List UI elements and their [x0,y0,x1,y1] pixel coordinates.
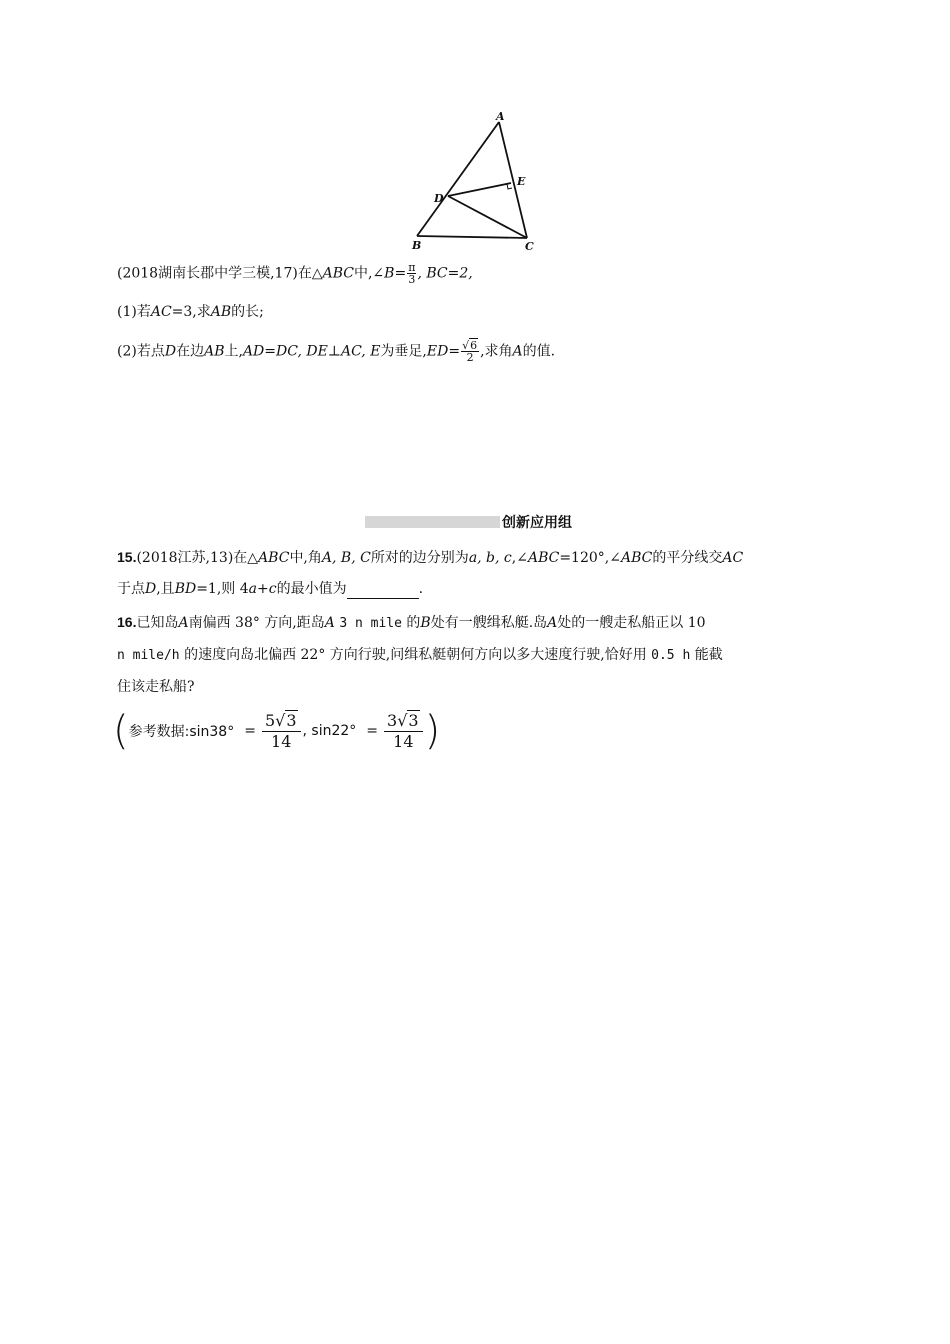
text: 能截 [694,647,723,663]
problem-14-source: (2018湖南长郡中学三模,17) [117,265,298,282]
section-title: 创新应用组 [502,514,572,530]
var-ac: AC [150,304,172,320]
problem-14-part2 [117,340,555,363]
text: (2)若点 [117,343,165,360]
var-angle-abc: ABC [527,550,560,566]
fraction-pi-over-3 [407,262,416,285]
text: 处的一艘走私船正以 10 [557,615,706,631]
text: 南偏西 38° 方向,距岛 [188,615,325,631]
ref-label: 参考数据:sin38° [128,724,235,740]
text: 的速度向岛北偏西 22° 方向行驶,问缉私艇朝何方向以多大速度行驶,恰好用 [184,647,647,663]
text: . [418,581,424,597]
var-ed: ED [426,343,449,360]
text: =1,则 4 [196,581,249,597]
text: 已知岛 [136,615,179,631]
ref-sin22: , sin22° [302,723,357,739]
segment-bc [417,236,527,238]
right-angle-mark [507,184,512,189]
var-bd: BD [174,581,197,597]
problem-15-line1 [117,547,743,568]
text: (1)若 [117,304,151,320]
label-d: D [434,192,444,205]
label-e: E [517,175,526,188]
paren-open: ( [113,708,129,754]
text: 于点 [117,581,145,597]
var-ac-e: AC, E [340,343,381,360]
label-b: B [412,239,422,252]
text: (2018江苏,13)在△ [136,550,259,566]
fraction-3sqrt3-over-14 [384,711,423,752]
var-a: A [512,343,523,360]
fraction-5sqrt3-over-14 [262,711,301,752]
var-ac: AC [722,550,744,566]
radicand: 3 [408,710,419,730]
text: 上, [224,343,243,360]
var-d: D [164,343,177,360]
numerator: π [408,261,416,274]
problem-16-line3 [117,677,195,697]
text: 中,∠ [353,265,385,282]
text: 在△ [297,265,323,282]
segment-de [448,183,511,196]
problem-16-line2 [117,645,723,666]
eq: = [244,723,256,739]
text: =120°,∠ [559,550,621,566]
problem-15-line2 [117,579,423,599]
var-a-plus-c: a+c [248,581,277,597]
problem-15-number: 15. [117,549,137,565]
text: 的值. [522,343,556,360]
eq: = [448,343,461,360]
problem-16-number: 16. [117,614,137,630]
numerator: √6 [462,339,478,352]
paren-close: ) [424,708,441,754]
triangle-figure [405,108,545,256]
text: = [394,265,407,282]
var-ab: AB [204,343,225,360]
answer-blank[interactable] [347,584,419,599]
perp-symbol: ⊥ [327,343,341,360]
text: 的长; [231,304,264,320]
var-abc: ABC [322,265,354,282]
segment-dc [448,196,527,238]
text: 中,角 [289,550,322,566]
numerator: 3√3 [384,711,423,732]
text: 的 [406,615,421,631]
var-a: A [178,615,189,631]
segment-ab [417,122,499,236]
vars-abc: A, B, C [321,550,371,566]
problem-14-intro [117,262,473,285]
vars-sides: a, b, c [468,550,512,566]
text: 在边 [176,343,205,360]
label-c: C [525,240,534,253]
denominator: 3 [408,273,416,286]
var-ab: AB [210,304,232,320]
var-abc: ABC [258,550,290,566]
label-a: A [496,110,505,123]
var-b: B [420,615,431,631]
var-b: B [384,265,395,282]
time: 0.5 h [651,648,691,663]
var-a: A [547,615,558,631]
numerator: 5√3 [262,711,301,732]
problem-16-line1 [117,612,706,634]
text: 的最小值为 [276,581,347,597]
coef: 5 [264,710,276,730]
text: ,∠ [511,550,528,566]
denominator: 14 [393,731,414,751]
text: 处有一艘缉私艇.岛 [430,615,548,631]
text: ,求角 [480,343,513,360]
section-header-bar [365,516,500,528]
text: 的平分线交 [652,550,723,566]
denominator: 14 [271,731,292,751]
var-d: D [145,581,157,597]
fraction-sqrt6-over-2 [461,340,479,363]
text: ,且 [156,581,175,597]
problem-16-reference-data [113,705,440,757]
distance: 3 n mile [339,616,402,631]
radicand: 6 [470,339,478,352]
bc-value: , BC=2, [417,265,473,282]
text: 为垂足, [380,343,427,360]
text: 住该走私船? [117,679,195,695]
eq: = [366,723,379,739]
problem-14-part1 [117,302,264,322]
speed-unit: n mile/h [117,648,180,663]
coef: 3 [387,710,398,730]
var-angle-abc: ABC [620,550,653,566]
denominator: 2 [466,351,474,364]
var-a: A [324,615,335,631]
radicand: 3 [286,710,297,730]
text: =3,求 [171,304,211,320]
var-ad-dc: AD=DC, DE [242,343,328,360]
text: 所对的边分别为 [370,550,469,566]
